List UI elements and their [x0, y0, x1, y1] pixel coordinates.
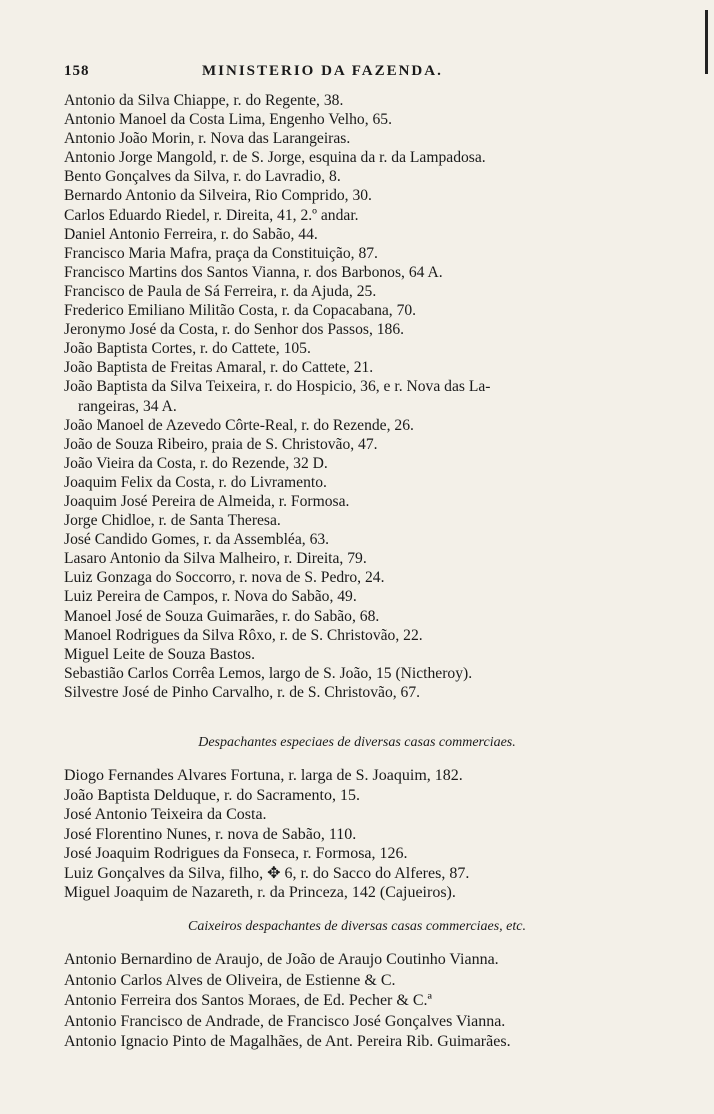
list-item: Joaquim José Pereira de Almeida, r. Formosa. — [64, 492, 350, 510]
list-item: João Manoel de Azevedo Côrte-Real, r. do Rezende, 26. — [64, 416, 414, 434]
list-item: Antonio Carlos Alves de Oliveira, de Estienne & C. — [64, 971, 396, 989]
list-item: Antonio Manoel da Costa Lima, Engenho Velho, 65. — [64, 111, 393, 129]
list-item: Antonio Ferreira dos Santos Moraes, de Ed. Pecher & C.ª — [64, 992, 432, 1009]
entry-list-officials — [64, 91, 674, 702]
list-item: Diogo Fernandes Alvares Fortuna, r. larga de S. Joaquim, 182. — [64, 767, 463, 784]
list-item: Luiz Gonzaga do Soccorro, r. nova de S. Pedro, 24. — [64, 569, 385, 587]
list-item: José Joaquim Rodrigues da Fonseca, r. Formosa, 126. — [64, 845, 408, 862]
list-item: João Vieira da Costa, r. do Rezende, 32 D. — [64, 454, 328, 472]
list-item: Silvestre José de Pinho Carvalho, r. de S. Christovão, 67. — [64, 683, 421, 701]
list-item: João Baptista Delduque, r. do Sacramento, 15. — [64, 786, 360, 804]
list-item: Jorge Chidloe, r. de Santa Theresa. — [64, 512, 281, 530]
list-item: Bento Gonçalves da Silva, r. do Lavradio, 8. — [64, 168, 341, 186]
page-edge-mark — [705, 10, 708, 74]
list-item: Antonio João Morin, r. Nova das Larangeiras. — [64, 130, 351, 148]
section-heading-despachantes: Despachantes especiaes de diversas casas commerciaes. — [198, 735, 516, 750]
list-item: Bernardo Antonio da Silveira, Rio Comprido, 30. — [64, 187, 372, 205]
list-item: Miguel Joaquim de Nazareth, r. da Princeza, 142 (Cajueiros). — [64, 884, 456, 901]
list-item: Joaquim Felix da Costa, r. do Livramento. — [64, 473, 327, 491]
section-heading-caixeiros: Caixeiros despachantes de diversas casas commerciaes, etc. — [188, 919, 526, 934]
list-item: Daniel Antonio Ferreira, r. do Sabão, 44. — [64, 225, 318, 243]
list-item: Lasaro Antonio da Silva Malheiro, r. Direita, 79. — [64, 550, 367, 568]
list-item-continuation: rangeiras, 34 A. — [78, 397, 177, 415]
list-item: Antonio Jorge Mangold, r. de S. Jorge, esquina da r. da Lampadosa. — [64, 149, 486, 167]
list-item: Francisco de Paula de Sá Ferreira, r. da Ajuda, 25. — [64, 282, 377, 300]
list-item: Sebastião Carlos Corrêa Lemos, largo de S. João, 15 (Nictheroy). — [64, 664, 473, 682]
list-item: Francisco Martins dos Santos Vianna, r. dos Barbonos, 64 A. — [64, 263, 443, 281]
list-item: José Candido Gomes, r. da Assembléa, 63. — [64, 531, 330, 549]
list-item: Carlos Eduardo Riedel, r. Direita, 41, 2.º andar. — [64, 206, 359, 224]
list-item: João Baptista Cortes, r. do Cattete, 105. — [64, 340, 311, 358]
list-item: João Baptista de Freitas Amaral, r. do Cattete, 21. — [64, 359, 374, 377]
list-item: Jeronymo José da Costa, r. do Senhor dos Passos, 186. — [64, 321, 405, 339]
entry-list-despachantes — [64, 766, 674, 903]
list-item: Antonio Bernardino de Araujo, de João de Araujo Coutinho Vianna. — [64, 951, 499, 968]
list-item: Luiz Gonçalves da Silva, filho, ✥ 6, r. do Sacco do Alferes, 87. — [64, 864, 470, 882]
list-item: João de Souza Ribeiro, praia de S. Christovão, 47. — [64, 435, 378, 453]
list-item: Miguel Leite de Souza Bastos. — [64, 645, 255, 663]
list-item: Francisco Maria Mafra, praça da Constituição, 87. — [64, 244, 378, 262]
list-item: Antonio da Silva Chiappe, r. do Regente, 38. — [64, 92, 344, 109]
list-item: José Antonio Teixeira da Costa. — [64, 806, 267, 823]
list-item: Manoel Rodrigues da Silva Rôxo, r. de S. Christovão, 22. — [64, 626, 423, 644]
list-item: Manoel José de Souza Guimarães, r. do Sabão, 68. — [64, 607, 380, 625]
list-item: Antonio Ignacio Pinto de Magalhães, de Ant. Pereira Rib. Guimarães. — [64, 1033, 511, 1050]
entry-list-caixeiros — [64, 950, 674, 1053]
list-item: Antonio Francisco de Andrade, de Francisco José Gonçalves Vianna. — [64, 1012, 506, 1030]
page-number: 158 — [64, 63, 90, 79]
list-item: Luiz Pereira de Campos, r. Nova do Sabão, 49. — [64, 588, 357, 606]
page-header — [64, 63, 624, 85]
list-item: Frederico Emiliano Militão Costa, r. da Copacabana, 70. — [64, 302, 417, 320]
list-item: José Florentino Nunes, r. nova de Sabão, 110. — [64, 825, 357, 843]
running-head: MINISTERIO DA FAZENDA. — [202, 63, 443, 79]
list-item: João Baptista da Silva Teixeira, r. do Hospicio, 36, e r. Nova das La- — [64, 378, 491, 396]
